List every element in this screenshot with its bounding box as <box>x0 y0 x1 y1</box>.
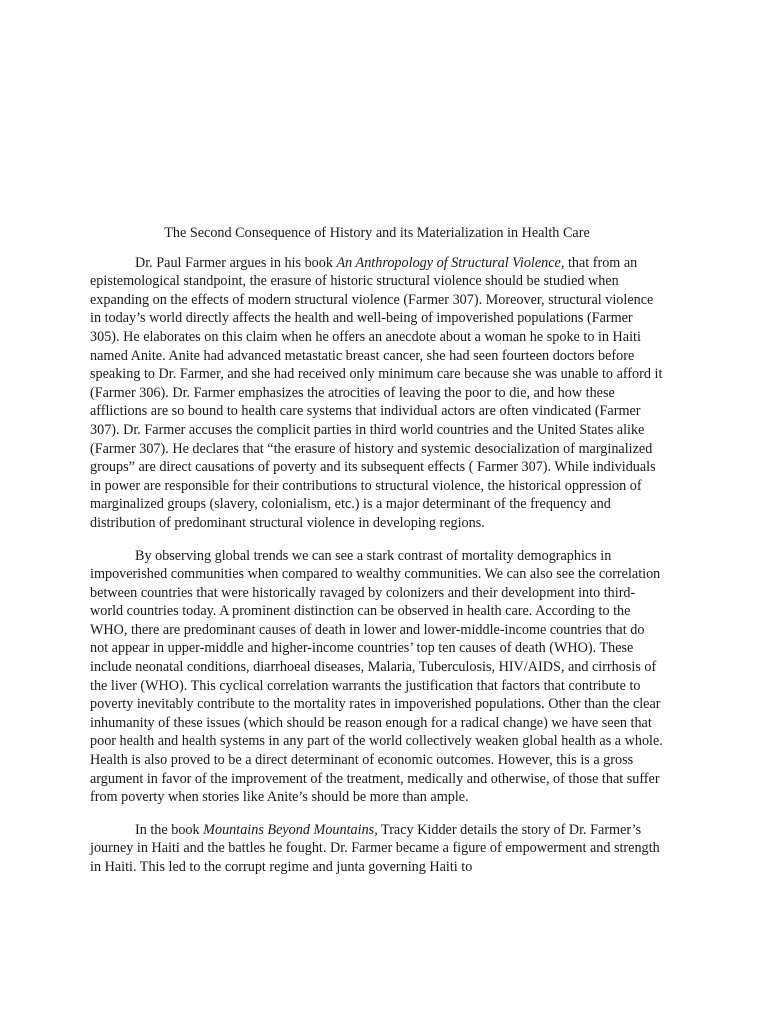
paragraph-3-text-end: Tracy Kidder details the story of Dr. Farmer’s journey in Haiti and the battles he fought. Dr. Farmer became a figure of empowerment and strength in Haiti. This led to the corrupt regime and junta governing Haiti to <box>90 821 660 875</box>
paragraph-1-text-end: , that from an epistemological standpoint, the erasure of historic structural violence should be studied when expanding on the effects of modern structural violence (Farmer 307). Moreover, structural violence in today’s world directly affects the health and well-being of impoverished populations (Farmer 305). He elaborates on this claim when he offers an anecdote about a woman he spoke to in Haiti named Anite. Anite had advanced metastatic breast cancer, she had seen fourteen doctors before speaking to Dr. Farmer, and she had received only minimum care because she was unable to afford it (Farmer 306). Dr. Farmer emphasizes the atrocities of leaving the poor to die, and how these afflictions are so bound to health care systems that individual actors are often vindicated (Farmer 307). Dr. Farmer accuses the complicit parties in third world countries and the United States alike (Farmer 307). He declares that “the erasure of history and systemic desocialization of marginalized groups” are direct causations of poverty and its subsequent effects ( Farmer 307). While individuals in power are responsible for their contributions to structural violence, the historical oppression of marginalized groups (slavery, colonialism, etc.) is a major determinant of the frequency and distribution of predominant structural violence in developing regions. <box>90 254 663 531</box>
book-title-mountains: Mountains Beyond Mountains, <box>203 821 378 838</box>
paragraph-3-text-start: In the book <box>135 821 204 838</box>
paragraph-1 <box>90 254 664 533</box>
paragraph-3 <box>90 821 664 877</box>
book-title-structural-violence: An Anthropology of Structural Violence <box>336 254 561 271</box>
paragraph-2: By observing global trends we can see a stark contrast of mortality demographics in impoverished communities when compared to wealthy communities. We can also see the correlation between countries that were historically ravaged by colonizers and their development into third-world countries today. A prominent distinction can be observed in health care. According to the WHO, there are predominant causes of death in lower and lower-middle-income countries that do not appear in upper-middle and higher-income countries’ top ten causes of death (WHO). These include neonatal conditions, diarrhoeal diseases, Malaria, Tuberculosis, HIV/AIDS, and cirrhosis of the liver (WHO). This cyclical correlation warrants the justification that factors that contribute to poverty inevitably contribute to the mortality rates in impoverished populations. Other than the clear inhumanity of these issues (which should be reason enough for a radical change) we have seen that poor health and health systems in any part of the world collectively weaken global health as a whole. Health is also proved to be a direct determinant of economic outcomes. However, this is a gross argument in favor of the improvement of the treatment, medically and otherwise, of those that suffer from poverty when stories like Anite’s should be more than ample. <box>90 547 663 806</box>
document-page <box>90 224 664 891</box>
paragraph-1-text-start: Dr. Paul Farmer argues in his book <box>135 254 337 271</box>
document-title: The Second Consequence of History and its Materialization in Health Care <box>164 225 590 241</box>
